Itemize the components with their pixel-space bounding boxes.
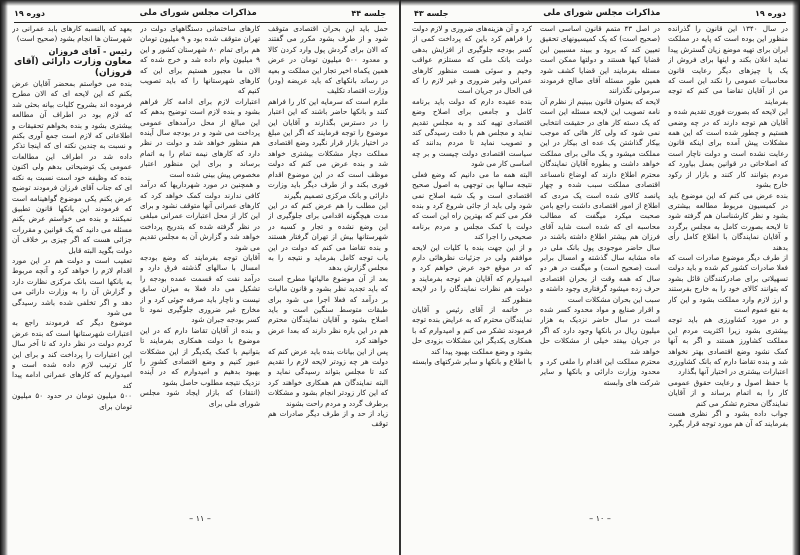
paragraph: کرد و آن هزینه‌های ضروری و لازم دولت را فراهم کرد باین که پرداخت کمی از کسر بودجه جلوگیری از افزایش بدهی دولت بانک ملی که مستلزم عواقب وخیم و سوئی هست منظور کارهای عمرانی وغیر ضروری و غیر لازم را که فی الحال در جریان است [412,24,532,96]
paragraph: با حفظ اصول و رعایت حقوق عمومی کار را به اتمام برساند و از آقایان نمایندگان محترم تشکر می کنم [668,377,788,408]
paragraph: بعد از آن موضوع مالیاتها مطرح است که باید تجدید نظر بشود و قانون مالیات بر درآمد که فعلا اجرا می شود برای طبقات متوسط سنگین است و باید اصلاح بشود و آقایان نمایندگان محترم هم در این باره نظر دارند که بعدا عرض خواهند کرد [268,273,388,346]
paragraph: آقایان توجه بفرمایند که وضع بودجه امسال با سالهای گذشته فرق دارد و درآمد نفت که قسمت عمده بودجه را تشکیل می داد فعلا به میزان سابق نیست و ناچار باید صرفه جوئی کرد و از مخارج غیر ضروری جلوگیری نمود تا کسر بودجه جبران شود [140,252,260,325]
paragraph: از طرف دیگر موضوع صادرات است که فعلا صادرات کشور کم شده و باید دولت تسهیلاتی برای صادرکنندگان قائل بشود که بتوانند کالای خود را به خارج بفرستند و ارز لازم وارد مملکت بشود و این کار به نفع عموم است [668,252,788,314]
session-number: جلسه ۴۳ [414,8,449,18]
paragraph: و همچنین در مورد شهرداریها که درآمد کافی ندارند دولت کمک خواهد کرد که کارهای عمرانی آنها متوقف نشود و برای این کار از محل اعتبارات عمرانی مبلغی در نظر گرفته شده که بتدریج پرداخت خواهد شد و گزارش آن به مجلس تقدیم می شود [140,180,260,252]
speaker-heading: رئیس - آقای فروزان [48,45,132,56]
paragraph: این لایحه که بصورت فوری تقدیم شده و آقایان هم توجه دارند که در چه وضعی هستیم و چطور شده است که این همه مشکلات پیش آمده برای اینکه قانون رعایت نشده است و دولت ناچار است که اصلاحاتی در قوانین بعمل بیاورد که مردم بتوانند کار کنند و بازار از رکود خارج بشود [668,107,788,190]
paragraph: در سال ۱۳۴۰ این قانون را گذرانده منظور این بوده است که پایه در مملکت ایران برای تهیه موضع زیان گسترش پیدا نماید اعلان بکند و اینها برای فروش از یک یا چیزهای دیگر رعایت قانون محاسبات عمومی را نکند این است که من از آقایان تقاضا می کنم که توجه بفرمایند [668,24,788,106]
paragraph: با اطلاع و بانکها و سایر شرکتهای وابسته [412,357,532,366]
text-column [268,24,388,506]
paragraph: اعتبارات لازم برای ادامه کار فراهم بشود و بنده لازم است توضیح بدهم که این مبالغ از محل درآمدهای عمومی پرداخت می شود و در بودجه سال آینده هم منظور خواهد شد و دولت در نظر دارد که کارهای نیمه تمام را به اتمام برساند و برای این منظور اعتبار مخصوص پیش بینی شده است [140,96,260,179]
paragraph: و بنده از آقایان تقاضا دارم که در این موضوع با دولت همکاری بفرمایند تا بتوانیم با کمک یکدیگر از این مشکلات عبور کنیم و وضع اقتصادی کشور را بهبود بدهیم و امیدوارم که در آینده نزدیک نتیجه مطلوب حاصل بشود [140,325,260,387]
paragraph: بنده می خواستم بمحضر آقایان عرض بکنم که این لایحه ای که الان مطرح فرموده اند بشروح کلیات بیانه بحثی شد که لازم بود در اطراف آن مطالعه بیشتری بشود و بنده بخواهم تحقیقات و اطلاعاتی که لازم است جمع آوری بکنم و نسبت به چندین نکته ای که اینجا تذکر داده شد در اطراف این مطالعات عمومی یک توضیحاتی بدهم ولی اکنون بنده که وظیفه خود است نسبت به نکته ای که جناب آقای فرزان فرمودند توضیح عرض بکنم یکی موضوع گواهینامه است که فرمودند این بانکها قانون تطبیق نمیکنند و بنده می خواستم عرض بکنم مسئله می دانید که یک قوانین و مقررات جزائی هست که اگر چیزی بر خلاف آن دولت بگوید البته قابل [12,79,132,255]
text-column [540,24,660,506]
text-column [12,24,132,506]
paragraph: و از این جهت بنده با کلیات این لایحه موافقم ولی در جزئیات نظرهائی دارم که در موقع خود عرض خواهم کرد و امیدوارم که آقایان هم توجه بفرمایند و دولت هم نظرات نمایندگان را در لایحه منظور کند [412,242,532,304]
paragraph: جواب داده بشود و اگر نظری هست بفرمایند که آن هم مورد توجه قرار بگیرد [668,409,788,429]
paragraph: بنده عرض می کنم که این موضوع باید در کمیسیون مربوط مطالعه بیشتری بشود و نظر کارشناسان هم گرفته شود تا لایحه بصورت کامل به مجلس برگردد و آقایان نمایندگان با اطلاع کامل رأی بدهند [668,190,788,252]
paragraph: زیاد از حد و از طرف دیگر صادرات هم توقف [268,409,388,429]
paragraph: و در مورد کشاورزی هم باید توجه بیشتری بشود زیرا اکثریت مردم این مملکت کشاورز هستند و اگر به آنها کمک نشود وضع اقتصادی بهتر نخواهد شد و بنده تقاضا دارم که بانک کشاورزی اعتبارات بیشتری در اختیار آنها بگذارد [668,315,788,377]
paragraph: و اقرار صنایع و مواد محدود کسر شده است در سال حاضر نزدیک به هزار میلیون ریال در بانکها وجود دارد که اگر در جریان بیفتد خیلی از مشکلات حل خواهد شد [540,304,660,356]
text-column [412,24,532,506]
text-column [140,24,260,506]
term-number: دوره ۱۹ [14,8,45,18]
paragraph: بنده عقیده دارم که دولت باید برنامه کامل و جامعی برای اصلاح وضع اقتصادی تهیه کند و به مجلس تقدیم نماید و مجلس هم با دقت رسیدگی کند و تصویب نماید تا مردم بدانند که سیاست اقتصادی دولت چیست و بر چه اساسی کار می شود [412,96,532,169]
running-title: مذاکرات مجلس شورای ملی [139,8,257,18]
paragraph: این مطلب را هم عرض کنم که در این مدت هیچگونه اقدامی برای جلوگیری از این وضع نشده و تجار و کسبه در شهرستانها بیش از تهران گرفتار هستند و بنده تقاضا می کنم که دولت در این باب توجه کامل بفرماید و نتیجه را به مجلس گزارش بدهد [268,200,388,273]
page-number: – ۱۱ – [189,514,211,523]
paragraph: لایحه که بعنوان قانون ببینیم از نظرم آن نامه تصویب این لایحه مسئله این است که یک دسته کار های در حقیقت انتخابی نمی شود که ولی کار هائی که موجب بیکار گذاشتن یک عده ای بیکار در این مملکت میشود و یک مالی برای مملکت خواهد داشت و بطوره آقایان نمایندگان محترم اطلاع دارند که اوضاع نامساعد اقتصادی مملکت سبب شده و چهار پانصد کالای شده است یک مردی که اطلاع از امور اقتصادی داشت راجع بامن صحبت میکرد میگفت که مطالب محاسبه ای که شده است شاید آقای فرزان هم بیشتر اطلاع داشته باشند در سال حاضر موجودی پول بانک ملی در ماه مشابه سال گذشته و امسال برابر است (صحیح است) و میگفت در هر دو سال که همه وقت از بحران اقتصادی حرف زده میشود گرفتاری وجود داشته و سبب این بحران مشکلات است [540,96,660,304]
running-title: مذاکرات مجلس شورای ملی [543,8,661,18]
paragraph: حمل باید این بحران اقتصادی متوقف شود و از طرف بشود مکرر می گفتند که الان برای گردش پول وارد کردن کالا و معدود ۵۰۰ میلیون تومان در عرض همین یکماه اخیر تجار این مملکت و بعیه در رساند بانکهای که باید عریضه (ودر) وزارت اقتصاد تکلیف [268,24,388,96]
paragraph: کارهای ساختمانی دستگاههای دولت در تهران متوقف شده بود و ۹ میلیون تومان هم برای تمام ۸۰ شهرستان کشور و این ۹ میلیون وام داده شد و خرج شده که الان ما مجبور هستیم برای این که کارهای شهرستانها را که باید تصویب کنیم که [140,24,260,96]
scan-edge-shadow [792,0,800,555]
paragraph: ملزم است که سرمایه این کار را فراهم کنند و بانکها حاضر باشند که این اعتبار را در دسترس بگذارند و آقایان این موضوع را توجه فرمایند که اگر این مبلغ در اختیار بازار قرار نگیرد وضع اقتصادی مملکت دچار مشکلات بیشتری خواهد شد و بنده عرض می کنم که دولت موظف است که در این موضوع اقدام فوری بکند و از طرف دیگر باید وزارت دارائی و بانک مرکزی تصمیم بگیرند [268,96,388,200]
paragraph: (انتقاد) که بازار ایجاد شود مجلس شورای ملی برای [140,388,260,408]
paragraph: در خاتمه از آقای رئیس و آقایان نمایندگان محترم که به عرایض بنده توجه فرمودند تشکر می کنم و امیدوارم که با همکاری یکدیگر این مشکلات بزودی حل بشود و وضع مملکت بهبود پیدا کند [412,304,532,356]
page-number: – ۱۰ – [589,514,611,523]
term-number: دوره ۱۹ [755,8,786,18]
paragraph: ۵۰۰ میلیون تومان در حدود ۵۰ میلیون تومان برای [12,391,132,411]
text-columns [412,24,788,506]
page-header [414,6,786,23]
paragraph: البته همه ما می دانیم که وضع فعلی نتیجه سالها بی توجهی به اصول صحیح اقتصادی است و یک شبه اصلاح نمی شود ولی باید از جائی شروع کرد و بنده فکر می کنم که بهترین راه این است که دولت با کمک مجلس و مردم برنامه صحیحی را اجرا کند [412,169,532,242]
text-columns [12,24,388,506]
right-page [400,0,800,555]
speaker-heading: معاون وزارت دارائی (آقای فروزان) [14,57,132,78]
paragraph: پس از این بیانات بنده باید عرض کنم که دولت هر چه زودتر لایحه لازم را تقدیم کند تا مجلس بتواند رسیدگی نماید و البته نمایندگان هم همکاری خواهند کرد که این کار زودتر انجام بشود و مشکلات برطرف گردد و مردم راحت بشوند [268,346,388,408]
paragraph: بعهد که بالنسبه کارهای بابد عمرانی در شهرستان ها انجام بشود (صحیح است) [12,24,132,44]
page-header [14,6,386,23]
paragraph: موضوع دیگر که فرمودند راجع به اعتبارات شهرستانها است که بنده عرض کردم دولت در نظر دارد که تا آخر سال این اعتبارات را پرداخت کند و برای این کار ترتیب لازم داده شده است و امیدواریم که کارهای عمرانی ادامه پیدا کند [12,318,132,390]
paragraph: در اصل ۴۳ متمم قانون اساسی است (صحیح است) که یک کمیسیونهای تحقیق تعیین کند که برود و ببیند مسببین این قضایا کیها هستند و دولتها ممکن است مسئله بفرمایند این قضایا کشف شود همین طور مسئله آقای صالح فرمودند سرمولی نگذرانند [540,24,660,96]
scan-edge-shadow [0,0,8,555]
session-number: جلسه ۴۴ [351,8,386,18]
text-column [668,24,788,506]
paragraph: محترم مملکت این اقدام را ملغی کرد و محدود وزارت دارائی و بانکها و سایر شرکت های وابسته [540,357,660,387]
paragraph: تعقیب است و دولت هم در این مورد اقدام لازم را خواهد کرد و آنچه مربوط به بانکها است بانک مرکزی نظارت دارد و گزارش آن را به وزارت دارائی می دهد و اگر تخلفی شده باشد رسیدگی می شود [12,255,132,317]
